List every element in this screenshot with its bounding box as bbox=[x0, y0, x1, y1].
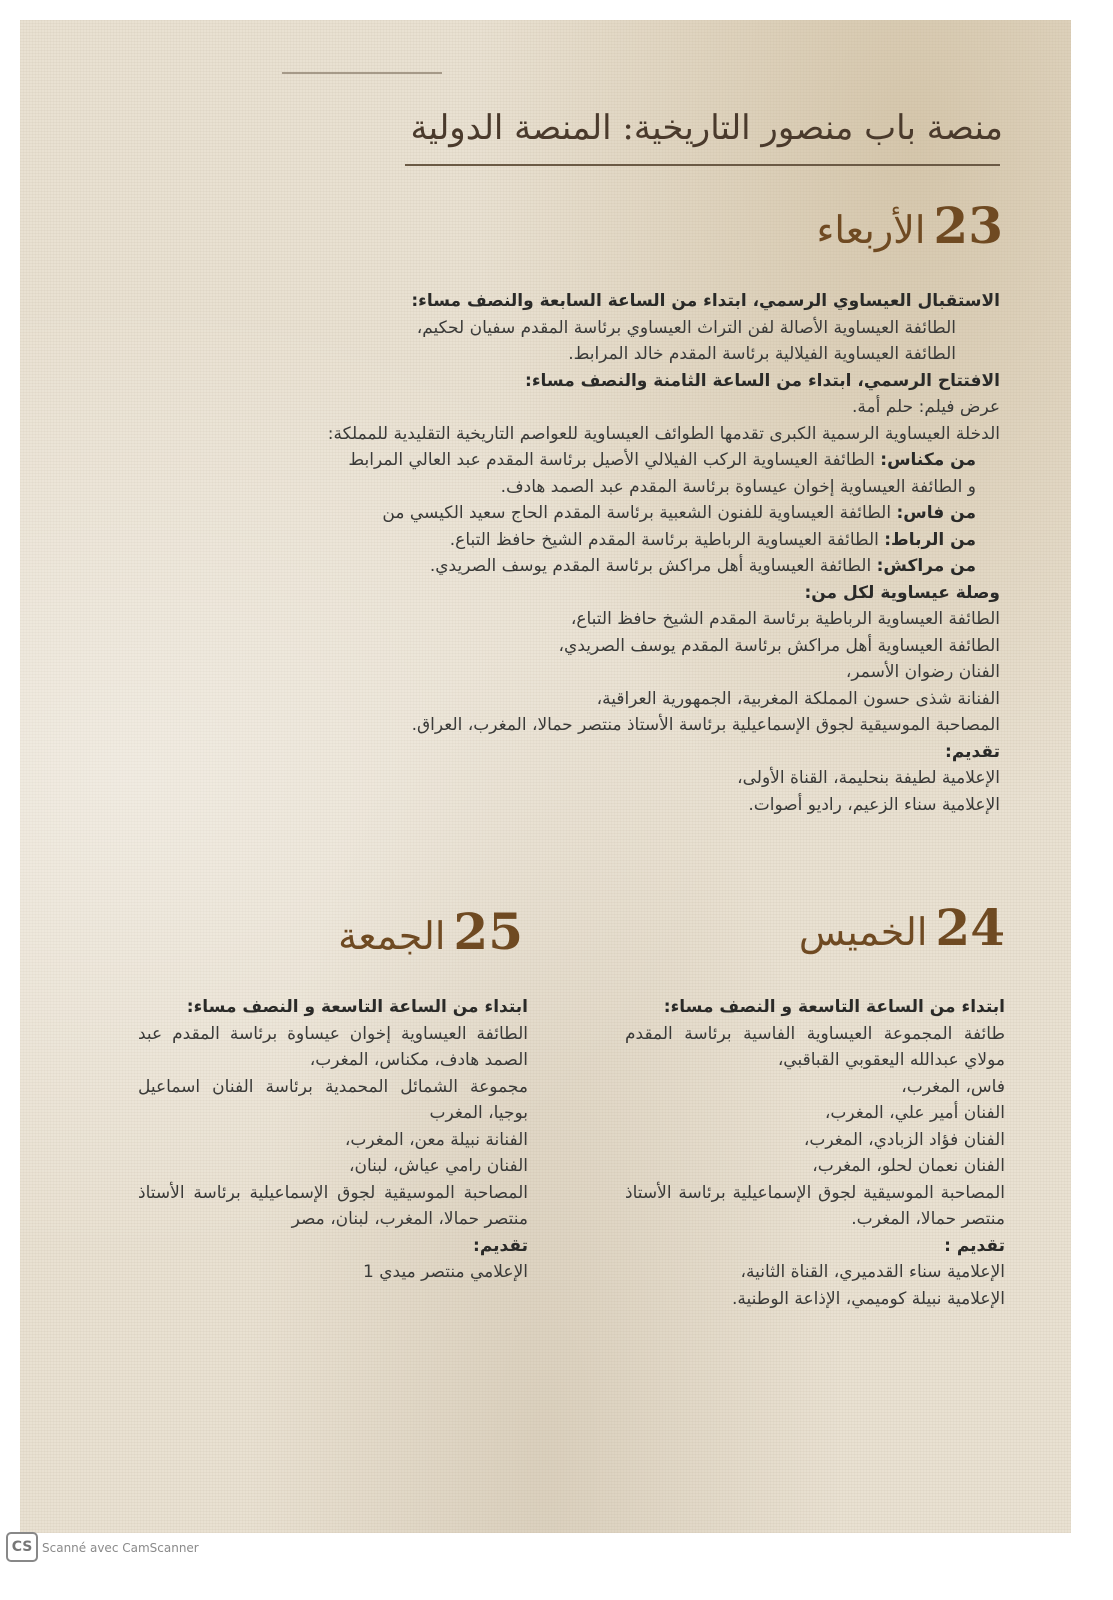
program-line bbox=[120, 739, 1000, 766]
line-text: الفنان أمير علي، المغرب، bbox=[824, 1103, 1005, 1123]
line-text: الطائفة العيساوية الرباطية برئاسة المقدم الشيخ حافظ التباع، bbox=[570, 609, 1000, 629]
line-text: الإعلامية نبيلة كوميمي، الإذاعة الوطنية. bbox=[732, 1288, 1005, 1309]
program-line bbox=[625, 1021, 1005, 1074]
line-text: الفنانة نبيلة معن، المغرب، bbox=[344, 1129, 528, 1150]
program-day-24 bbox=[625, 994, 1005, 1312]
page-title: منصة باب منصور التاريخية: المنصة الدولية bbox=[410, 108, 1003, 148]
program-line bbox=[625, 1286, 1005, 1313]
program-line bbox=[138, 1021, 528, 1074]
program-line bbox=[120, 500, 1000, 527]
line-text: عرض فيلم: حلم أمة. bbox=[851, 397, 1000, 417]
day-heading-24 bbox=[799, 898, 1005, 957]
program-line bbox=[120, 421, 1000, 448]
line-text: الإعلامية لطيفة بنحليمة، القناة الأولى، bbox=[737, 768, 1000, 788]
line-text: الطائفة العيساوية إخوان عيساوة برئاسة المقدم عبد الصمد هادف، مكناس، المغرب، bbox=[138, 1023, 528, 1070]
day-name: الجمعة bbox=[338, 914, 446, 958]
scratch-mark bbox=[282, 72, 442, 74]
day-number: 23 bbox=[933, 196, 1003, 255]
line-text: الطائفة العيساوية الركب الفيلالي الأصيل برئاسة المقدم عبد العالي المرابط bbox=[348, 450, 881, 470]
line-text: مجموعة الشمائل المحمدية برئاسة الفنان اسماعيل بوجيا، المغرب bbox=[138, 1076, 528, 1123]
line-text: الفنان رامي عياش، لبنان، bbox=[349, 1156, 528, 1176]
program-line bbox=[138, 994, 528, 1021]
program-line bbox=[120, 686, 1000, 713]
day-heading-25 bbox=[338, 902, 523, 961]
line-text: الافتتاح الرسمي، ابتداء من الساعة الثامنة والنصف مساء: bbox=[525, 370, 1000, 391]
line-text: المصاحبة الموسيقية لجوق الإسماعيلية برئاسة الأستاذ منتصر حمالا، المغرب، العراق. bbox=[411, 715, 1000, 735]
program-line bbox=[120, 341, 1000, 368]
program-line bbox=[120, 394, 1000, 421]
program-line bbox=[120, 633, 1000, 660]
program-line bbox=[138, 1180, 528, 1233]
program-line bbox=[120, 527, 1000, 554]
program-line bbox=[120, 447, 1000, 474]
day-name: الخميس bbox=[798, 910, 928, 954]
line-text: الاستقبال العيساوي الرسمي، ابتداء من الساعة السابعة والنصف مساء: bbox=[411, 291, 1000, 311]
day-heading-23 bbox=[816, 196, 1003, 255]
program-line bbox=[625, 1127, 1005, 1154]
line-text: تقديم: bbox=[473, 1235, 528, 1256]
program-line bbox=[625, 994, 1005, 1021]
program-line bbox=[625, 1180, 1005, 1233]
line-text: الإعلامية سناء الزعيم، راديو أصوات. bbox=[748, 794, 1000, 815]
line-text: ابتداء من الساعة التاسعة و النصف مساء: bbox=[663, 997, 1005, 1017]
line-text: فاس، المغرب، bbox=[901, 1076, 1005, 1097]
program-line bbox=[120, 553, 1000, 580]
program-line bbox=[120, 659, 1000, 686]
program-line bbox=[625, 1074, 1005, 1101]
scanner-watermark: Scanné avec CamScanner bbox=[42, 1541, 199, 1555]
program-line bbox=[120, 315, 1000, 342]
line-text: الطائفة العيساوية أهل مراكش برئاسة المقدم يوسف الصريدي. bbox=[429, 556, 877, 576]
program-line bbox=[120, 765, 1000, 792]
program-line bbox=[625, 1100, 1005, 1127]
line-text: تقديم : bbox=[944, 1235, 1005, 1256]
line-text: ابتداء من الساعة التاسعة و النصف مساء: bbox=[186, 997, 528, 1017]
program-line bbox=[120, 792, 1000, 819]
program-line bbox=[138, 1259, 528, 1286]
program-line bbox=[120, 580, 1000, 607]
line-text: الفنان رضوان الأسمر، bbox=[845, 662, 1000, 682]
line-text: المصاحبة الموسيقية لجوق الإسماعيلية برئاسة الأستاذ منتصر حمالا، المغرب. bbox=[625, 1182, 1005, 1229]
program-day-25 bbox=[138, 994, 528, 1286]
day-number: 25 bbox=[453, 902, 523, 961]
program-day-23 bbox=[120, 288, 1000, 818]
line-text: الطائفة العيساوية الرباطية برئاسة المقدم الشيخ حافظ التباع. bbox=[449, 529, 885, 550]
line-text: طائفة المجموعة العيساوية الفاسية برئاسة المقدم مولاي عبدالله اليعقوبي القباقبي، bbox=[625, 1023, 1005, 1070]
line-text: الإعلامي منتصر ميدي 1 bbox=[363, 1262, 528, 1282]
program-line bbox=[625, 1153, 1005, 1180]
program-line bbox=[625, 1259, 1005, 1286]
line-text: الفنان فؤاد الزبادي، المغرب، bbox=[803, 1129, 1005, 1150]
program-line bbox=[120, 474, 1000, 501]
program-line bbox=[120, 288, 1000, 315]
program-line bbox=[138, 1074, 528, 1127]
camscanner-logo: CS bbox=[6, 1532, 38, 1562]
program-line bbox=[138, 1233, 528, 1260]
line-text: الفنانة شذى حسون المملكة المغربية، الجمهورية العراقية، bbox=[596, 688, 1000, 709]
line-text: الفنان نعمان لحلو، المغرب، bbox=[812, 1156, 1005, 1176]
city-label: من الرباط: bbox=[884, 529, 976, 550]
line-text: الدخلة العيساوية الرسمية الكبرى تقدمها الطوائف العيساوية للعواصم التاريخية التقليدية للمملكة: bbox=[327, 423, 1000, 444]
line-text: وصلة عيساوية لكل من: bbox=[804, 582, 1000, 603]
program-line bbox=[138, 1153, 528, 1180]
program-line bbox=[120, 712, 1000, 739]
program-line bbox=[120, 368, 1000, 395]
line-text: الطائفة العيساوية أهل مراكش برئاسة المقدم يوسف الصريدي، bbox=[558, 635, 1000, 656]
program-line bbox=[138, 1127, 528, 1154]
program-line bbox=[625, 1233, 1005, 1260]
day-number: 24 bbox=[935, 898, 1005, 957]
city-label: من فاس: bbox=[896, 503, 976, 523]
line-text: و الطائفة العيساوية إخوان عيساوة برئاسة المقدم عبد الصمد هادف. bbox=[500, 476, 976, 497]
line-text: الطائفة العيساوية للفنون الشعبية برئاسة المقدم الحاج سعيد الكيسي من bbox=[382, 503, 897, 523]
line-text: تقديم: bbox=[945, 741, 1000, 762]
program-line bbox=[120, 606, 1000, 633]
title-underline bbox=[405, 164, 1000, 166]
city-label: من مراكش: bbox=[876, 556, 976, 576]
line-text: الطائفة العيساوية الفيلالية برئاسة المقدم خالد المرابط. bbox=[568, 344, 956, 364]
line-text: الإعلامية سناء القدميري، القناة الثانية، bbox=[740, 1262, 1005, 1282]
city-label: من مكناس: bbox=[880, 450, 976, 470]
line-text: الطائفة العيساوية الأصالة لفن التراث العيساوي برئاسة المقدم سفيان لحكيم، bbox=[416, 317, 956, 338]
line-text: المصاحبة الموسيقية لجوق الإسماعيلية برئاسة الأستاذ منتصر حمالا، المغرب، لبنان، مصر bbox=[138, 1182, 528, 1229]
day-name: الأربعاء bbox=[816, 208, 926, 252]
